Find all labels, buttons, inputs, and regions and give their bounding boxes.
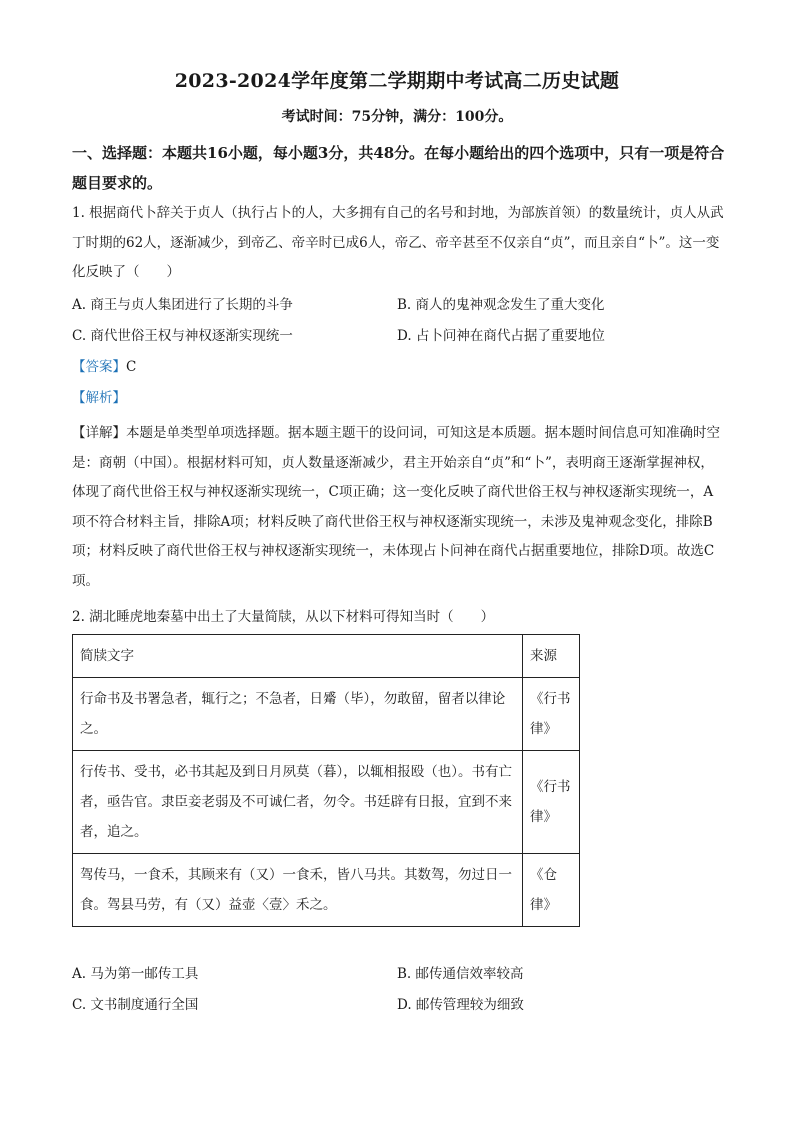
q1-option-b: B. 商人的鬼神观念发生了重大变化 — [397, 297, 605, 313]
table-cell-text: 行命书及书署急者，辄行之；不急者，日觱（毕），勿敢留，留者以律论之。 — [73, 678, 523, 751]
table-cell-source: 《行书律》 — [523, 678, 580, 751]
table-cell-text: 行传书、受书，必书其起及到日月夙莫（暮），以辄相报殴（也）。书有亡者，亟告官。隶臣妾老弱及不可诚仁者，勿令。书廷辟有日报，宜到不来者，追之。 — [73, 751, 523, 854]
table-header-source: 来源 — [523, 635, 580, 678]
q1-option-a: A. 商王与贞人集团进行了长期的斗争 — [72, 297, 293, 313]
table-header-text: 简牍文字 — [73, 635, 523, 678]
table-cell-text: 驾传马，一食禾，其顾来有（又）一食禾，皆八马共。其数驾，勿过日一食。驾县马劳，有（又）益壶〈壹〉禾之。 — [73, 854, 523, 927]
table-row — [73, 854, 580, 927]
table-row — [73, 678, 580, 751]
section-heading: 一、选择题：本题共16小题，每小题3分，共48分。在每小题给出的四个选项中，只有一项是符合题目要求的。 — [72, 144, 725, 192]
question-2-stem: 2. 湖北睡虎地秦墓中出土了大量简牍，从以下材料可得知当时（ ） — [72, 609, 495, 625]
q2-option-a: A. 马为第一邮传工具 — [72, 966, 199, 982]
q2-option-c: C. 文书制度通行全国 — [72, 997, 199, 1013]
answer-label: 【答案】 — [72, 359, 126, 375]
q1-detail: 【详解】本题是单类型单项选择题。据本题主题干的设问词，可知这是本质题。据本题时间信息可知准确时空是：商朝（中国）。根据材料可知，贞人数量逐渐减少，君主开始亲自“贞”和“卜”，表明商王逐渐掌握神权，体现了商代世俗王权与神权逐渐实现统一，C项正确；这一变化反映了商代世俗王权与神权逐渐实现统一，A项不符合材料主旨，排除A项；材料反映了商代世俗王权与神权逐渐实现统一，未涉及鬼神观念变化，排除B项；材料反映了商代世俗王权与神权逐渐实现统一，未体现占卜问神在商代占据重要地位，排除D项。故选C项。 — [72, 425, 720, 589]
analysis-label: 【解析】 — [72, 390, 126, 406]
answer-value: C — [126, 359, 137, 375]
table-header-row — [73, 635, 580, 678]
bamboo-slip-table — [72, 634, 580, 927]
q1-option-c: C. 商代世俗王权与神权逐渐实现统一 — [72, 328, 293, 344]
q1-option-d: D. 占卜问神在商代占据了重要地位 — [397, 328, 605, 344]
q1-analysis — [72, 388, 126, 408]
exam-title: 2023-2024学年度第二学期期中考试高二历史试题 — [174, 70, 620, 92]
exam-info: 考试时间：75分钟，满分：100分。 — [281, 109, 513, 125]
q2-option-d: D. 邮传管理较为细致 — [397, 997, 524, 1013]
table-cell-source: 《仓律》 — [523, 854, 580, 927]
question-1-stem: 1. 根据商代卜辞关于贞人（执行占卜的人，大多拥有自己的名号和封地，为部族首领）的数量统计，贞人从武丁时期的62人，逐渐减少，到帝乙、帝辛时已成6人，帝乙、帝辛甚至不仅亲自“贞”，而且亲自“卜”。这一变化反映了（ ） — [72, 205, 724, 280]
table-cell-source: 《行书律》 — [523, 751, 580, 854]
table-row — [73, 751, 580, 854]
q2-option-b: B. 邮传通信效率较高 — [397, 966, 524, 982]
q1-answer — [72, 357, 136, 377]
